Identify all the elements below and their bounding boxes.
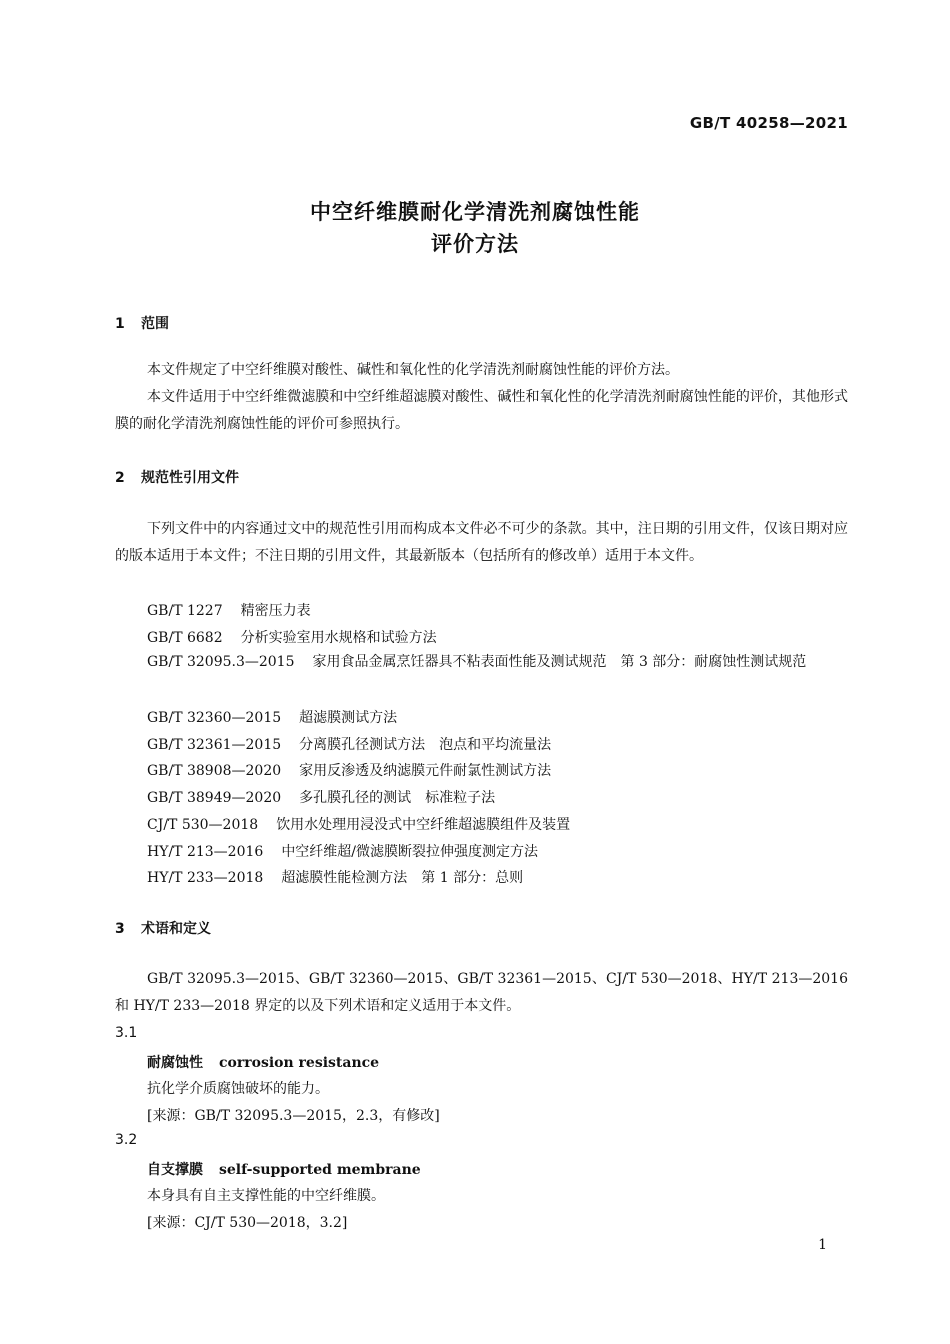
paragraph-text: 本文件规定了中空纤维膜对酸性、碱性和氧化性的化学清洗剂耐腐蚀性能的评价方法。 (147, 362, 679, 378)
page-number: 1 (818, 1237, 827, 1253)
reference-title: 分离膜孔径测试方法 泡点和平均流量法 (299, 737, 552, 753)
section-title: 术语和定义 (141, 921, 211, 937)
reference-title: 超滤膜测试方法 (299, 710, 398, 726)
reference-item (147, 627, 437, 647)
reference-code: HY/T 213—2016 (147, 844, 264, 860)
reference-item (147, 734, 551, 754)
reference-item (147, 600, 311, 620)
reference-title: 多孔膜孔径的测试 标准粒子法 (299, 790, 496, 806)
reference-title: 分析实验室用水规格和试验方法 (240, 630, 437, 646)
term-entry (147, 1052, 379, 1072)
section-number: 3 (115, 921, 125, 937)
section-number: 2 (115, 470, 125, 486)
reference-code: GB/T 38908—2020 (147, 763, 282, 779)
reference-title: 家用反渗透及纳滤膜元件耐氯性测试方法 (299, 763, 552, 779)
term-source: [来源：GB/T 32095.3—2015，2.3，有修改] (147, 1108, 440, 1124)
section-3-heading (115, 918, 211, 938)
reference-code: GB/T 32361—2015 (147, 737, 282, 753)
reference-item (147, 814, 570, 834)
term-source: [来源：CJ/T 530—2018，3.2] (147, 1215, 348, 1231)
reference-code: GB/T 38949—2020 (147, 790, 282, 806)
reference-code: GB/T 32095.3—2015 (147, 654, 295, 670)
reference-item (147, 760, 551, 780)
term-en: corrosion resistance (219, 1055, 380, 1071)
reference-code: GB/T 6682 (147, 630, 223, 646)
term-zh: 耐腐蚀性 (147, 1055, 203, 1071)
reference-title: 精密压力表 (240, 603, 311, 619)
reference-item (147, 841, 538, 861)
paragraph-text: 下列文件中的内容通过文中的规范性引用而构成本文件必不可少的条款。其中，注日期的引用文件，仅该日期对应的版本适用于本文件；不注日期的引用文件，其最新版本（包括所有的修改单）适用于本文件。 (115, 521, 848, 564)
section-1-heading (115, 313, 169, 333)
term-definition: 抗化学介质腐蚀破坏的能力。 (147, 1081, 329, 1097)
reference-title: 家用食品金属烹饪器具不粘表面性能及测试规范 第 3 部分：耐腐蚀性测试规范 (312, 654, 807, 670)
section-2-heading (115, 467, 239, 487)
paragraph-text: 本文件适用于中空纤维微滤膜和中空纤维超滤膜对酸性、碱性和氧化性的化学清洗剂耐腐蚀性能的评价，其他形式膜的耐化学清洗剂腐蚀性能的评价可参照执行。 (115, 389, 848, 432)
reference-title: 饮用水处理用浸没式中空纤维超滤膜组件及装置 (276, 817, 571, 833)
title-line-1: 中空纤维膜耐化学清洗剂腐蚀性能 (310, 200, 640, 224)
section-title: 范围 (141, 316, 169, 332)
term-en: self-supported membrane (219, 1162, 421, 1178)
term-number: 3.1 (115, 1025, 138, 1041)
term-number: 3.2 (115, 1132, 138, 1148)
reference-title: 超滤膜性能检测方法 第 1 部分：总则 (281, 870, 524, 886)
section-1-paragraph-2 (115, 384, 848, 437)
term-definition: 本身具有自主支撑性能的中空纤维膜。 (147, 1188, 385, 1204)
title-line-2: 评价方法 (431, 232, 519, 256)
term-zh: 自支撑膜 (147, 1162, 203, 1178)
section-1-paragraph-1 (115, 357, 848, 384)
reference-item (147, 707, 397, 727)
reference-item (115, 649, 848, 676)
paragraph-text: GB/T 32095.3—2015、GB/T 32360—2015、GB/T 32361—2015、CJ/T 530—2018、HY/T 213—2016 和 HY/T 233—2018 界定的以及下列术语和定义适用于本文件。 (115, 971, 848, 1014)
section-2-intro (115, 516, 848, 569)
section-title: 规范性引用文件 (141, 470, 239, 486)
section-3-intro (115, 966, 848, 1019)
reference-item (147, 787, 495, 807)
reference-item (147, 867, 523, 887)
document-title (0, 196, 950, 260)
reference-code: GB/T 1227 (147, 603, 223, 619)
term-entry (147, 1159, 421, 1179)
section-number: 1 (115, 316, 125, 332)
standard-code: GB/T 40258—2021 (689, 114, 848, 132)
reference-code: CJ/T 530—2018 (147, 817, 259, 833)
reference-title: 中空纤维超/微滤膜断裂拉伸强度测定方法 (281, 844, 539, 860)
reference-code: GB/T 32360—2015 (147, 710, 282, 726)
reference-code: HY/T 233—2018 (147, 870, 264, 886)
